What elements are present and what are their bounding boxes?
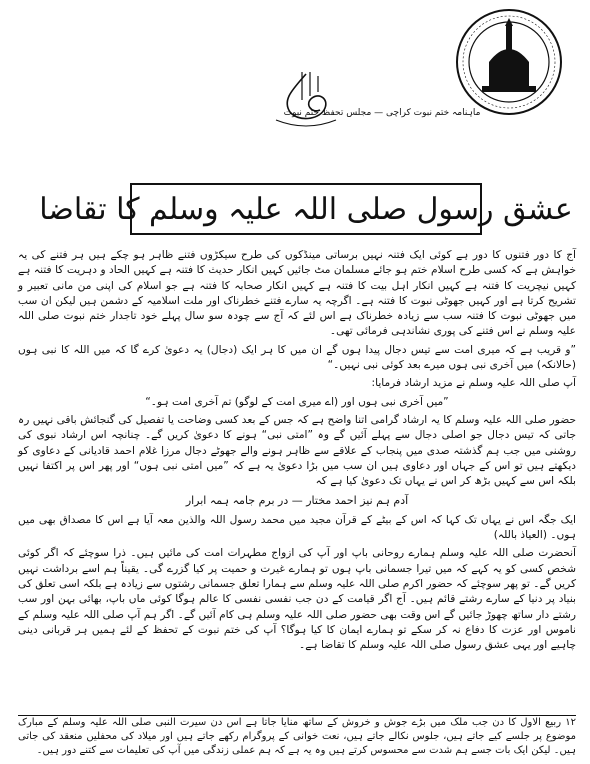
paragraph: آج کا دور فتنوں کا دور ہے کوئی ایک فتنہ نہیں برساتی مینڈکوں کی طرح سیکڑوں فتنے ظاہر ہو چکے ہیں ہر فتنے کی یہ خواہش ہے کہ کسی طرح اسلام ختم ہو جائے مسلمان مٹ جائیں کہیں انکار حدیث کا فتنہ ہے کہیں الحاد و دہریت کا فتنہ ہے کہیں نیچریت کا فتنہ ہے کہیں انکار اہل بیت کا فتنہ ہے کہیں انکار صحابہ کا فتنہ ہے جو اسلام کی اپنی من مانی تعبیر و تشریح کرتا ہے اور کہیں جھوٹی نبوت کا فتنہ ہے۔ اگرچہ یہ سارے فتنے خطرناک اور ملت اسلامیہ کے دشمن ہیں لیکن ان سب میں جھوٹی نبوت کا فتنہ سب سے زیادہ خطرناک ہے اس لئے کہ آج سے چودہ سو سال پہلے خود تاجدار ختم نبوت صلی اللہ علیہ وسلم نے اس فتنے کی پوری نشاندہی فرمائی تھی۔	[18, 249, 576, 338]
paragraph: ”و قریب ہے کہ میری امت سے تیس دجال پیدا ہوں گے ان میں کا ہر ایک (دجال) یہ دعویٰ کرے گا کہ میں اللہ کا نبی ہوں (حالانکہ) میں آخری نبی ہوں میرے بعد کوئی نبی نہیں۔“	[18, 343, 576, 372]
verse-line: آدم ہم نیز احمد مختار — در برم جامہ ہمہ ابرار	[185, 494, 409, 508]
title-frame	[39, 183, 573, 235]
paragraph: حضور صلی اللہ علیہ وسلم کا یہ ارشاد گرامی اتنا واضح ہے کہ جس کے بعد کسی وضاحت یا تفصیل کی گنجائش باقی نہیں رہ جاتی کہ تیس دجال جو اصلی دجال سے پہلے آئیں گے وہ ”امتی نبی“ ہونے کا دعویٰ کریں گے۔ چنانچہ اس ارشاد نبوی کی روشنی میں جب ہم گذشتہ صدی میں پنجاب کے علاقے سے ظاہر ہونے والے جھوٹے دجال مرزا غلام احمد قادیانی کے دعاوی کو دیکھتے ہیں تو اس کے جہاں اور دعاوی ہیں ان سب میں بڑا دعویٰ یہ ہے کہ ”میں امتی نبی ہوں“ اور پھر اس پر اکتفا نہیں بلکہ اس سے کہیں بڑھ کر اس نے یہاں تک دعویٰ کیا ہے کہ	[18, 413, 576, 488]
hadith-quote: ”میں آخری نبی ہوں اور (اے میری امت کے لوگو) تم آخری امت ہو۔“	[145, 395, 449, 408]
paragraph: آپ صلی اللہ علیہ وسلم نے مزید ارشاد فرمایا:	[371, 377, 576, 390]
header-caption: ماہنامہ ختم نبوت کراچی — مجلس تحفظ ختم نبوت	[283, 108, 481, 118]
organization-emblem-icon	[454, 6, 564, 118]
paragraph: ایک جگہ اس نے یہاں تک کہا کہ اس کے بیٹے کے قرآن مجید میں محمد رسول اللہ والذین معہ آیا ہے اس کا مصداق بھی میں ہوں۔ (العیاذ باللہ)	[18, 513, 576, 542]
article-body	[18, 248, 576, 656]
paragraph: آنحضرت صلی اللہ علیہ وسلم ہمارے روحانی باپ اور آپ کی ازواج مطہرات امت کی مائیں ہیں۔ ذرا سوچئے کہ اگر کوئی شخص کسی کو یہ کہے کہ میں تیرا جسمانی باپ ہوں تو ہمارے غیرت و حمیت پر کیا گزرے گی۔ یقیناً ہم اسے برداشت نہیں کریں گے۔ تو پھر سوچئے کہ حضور اکرم صلی اللہ علیہ وسلم سے ہمارا تعلق جسمانی رشتوں سے زیادہ ہے بلکہ اسی تعلق کی بنیاد پر دنیا کے سارے رشتے قائم ہیں۔ آج اگر قیامت کے دن جب نفسی نفسی کا عالم ہوگا کوئی ماں باپ، بھائی بہن اور سب رشتے دار ساتھ چھوڑ جائیں گے اس وقت بھی حضور صلی اللہ علیہ وسلم ہی کام آئیں گے۔ اگر ہم آپ صلی اللہ علیہ وسلم کے ناموس اور عزت کا دفاع نہ کر سکے تو ہمارے ایمان کا کیا ہوگا؟ آپ کی ختم نبوت کے تحفظ کے لئے ہمیں ہر قربانی دینی چاہیے اور یہی عشق رسول صلی اللہ علیہ وسلم کا تقاضا ہے۔	[17, 547, 576, 652]
article-title: عشق رسول صلی اللہ علیہ وسلم کا تقاضا	[39, 191, 573, 227]
footnote-text: ۱۲ ربیع الاول کا دن جب ملک میں بڑے جوش و خروش کے ساتھ منایا جاتا ہے اس دن سیرت النبی صلی اللہ علیہ وسلم کے مبارک موضوع پر جلسے کیے جاتے ہیں، جلوس نکالے جاتے ہیں، نعت خوانی کے پروگرام رکھے جاتے ہیں اور میلاد کی محفلیں منعقد کی جاتی ہیں۔ لیکن ایک بات جسے ہم شدت سے محسوس کرتے ہیں وہ یہ ہے کہ ہم عملی زندگی میں آپ کی تعلیمات سے کتنے دور ہیں۔	[18, 717, 576, 756]
